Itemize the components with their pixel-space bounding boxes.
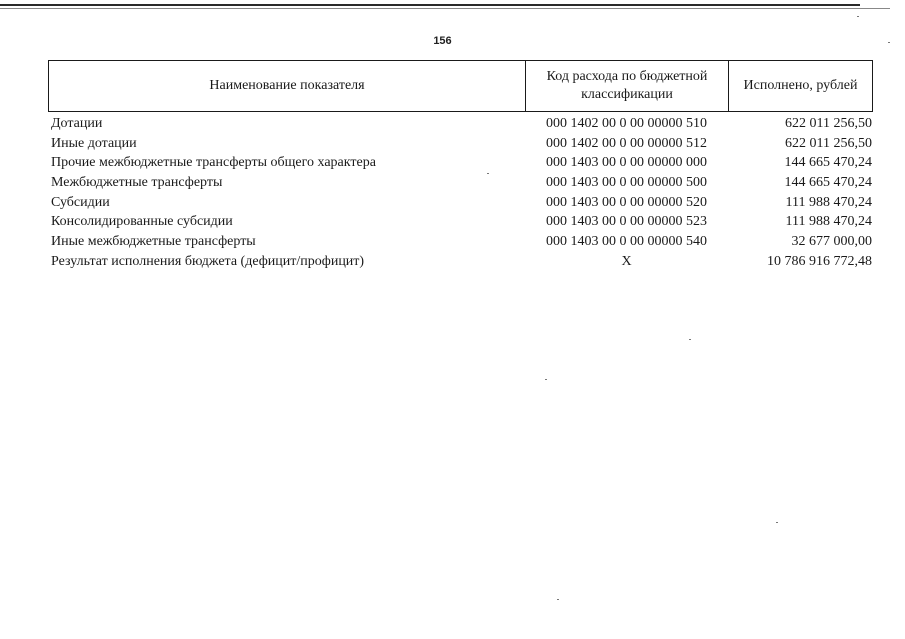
row-expense-code: 000 1402 00 0 00 00000 512 xyxy=(546,135,707,151)
table-row xyxy=(48,134,873,154)
row-indicator-name: Консолидированные субсидии xyxy=(51,214,233,230)
scan-speck xyxy=(487,173,489,174)
row-expense-code: 000 1402 00 0 00 00000 510 xyxy=(546,116,707,131)
page-number: 156 xyxy=(433,35,452,47)
table-row xyxy=(48,193,873,213)
table-row xyxy=(48,232,873,252)
row-expense-code: X xyxy=(621,253,632,269)
header-executed-amount: Исполнено, рублей xyxy=(743,78,858,93)
scan-speck xyxy=(557,599,559,600)
row-indicator-name: Иные дотации xyxy=(51,135,137,151)
header-indicator-name: Наименование показателя xyxy=(49,61,526,111)
table-row xyxy=(48,212,873,232)
row-executed-amount: 622 011 256,50 xyxy=(785,135,872,151)
row-indicator-name: Субсидии xyxy=(51,194,110,210)
row-indicator-name: Межбюджетные трансферты xyxy=(51,175,223,191)
table-header xyxy=(48,60,873,112)
scan-border-line-thin xyxy=(0,8,890,9)
scan-speck xyxy=(545,379,547,380)
scan-speck xyxy=(857,16,859,17)
table-row xyxy=(48,153,873,173)
scan-speck xyxy=(689,339,691,340)
row-executed-amount: 32 677 000,00 xyxy=(791,234,872,250)
table-row xyxy=(48,173,873,193)
table-row xyxy=(48,252,873,272)
header-expense-code: Код расхода по бюджетной классификации xyxy=(526,61,729,111)
row-indicator-name: Результат исполнения бюджета (дефицит/профицит) xyxy=(51,253,365,269)
row-executed-amount: 622 011 256,50 xyxy=(785,116,872,131)
row-executed-amount: 111 988 470,24 xyxy=(785,214,872,230)
row-executed-amount: 144 665 470,24 xyxy=(784,155,872,171)
row-executed-amount: 10 786 916 772,48 xyxy=(767,253,872,269)
row-indicator-name: Дотации xyxy=(51,116,103,131)
scan-speck xyxy=(776,522,778,523)
scan-border-line xyxy=(0,4,860,6)
row-indicator-name: Прочие межбюджетные трансферты общего характера xyxy=(51,155,376,171)
row-expense-code: 000 1403 00 0 00 00000 540 xyxy=(546,234,707,250)
row-expense-code: 000 1403 00 0 00 00000 500 xyxy=(546,175,707,191)
table-row xyxy=(48,114,873,134)
row-indicator-name: Иные межбюджетные трансферты xyxy=(51,234,256,250)
row-executed-amount: 111 988 470,24 xyxy=(785,194,872,210)
row-expense-code: 000 1403 00 0 00 00000 000 xyxy=(546,155,707,171)
row-expense-code: 000 1403 00 0 00 00000 523 xyxy=(546,214,707,230)
row-expense-code: 000 1403 00 0 00 00000 520 xyxy=(546,194,707,210)
row-executed-amount: 144 665 470,24 xyxy=(784,175,872,191)
scan-speck xyxy=(888,42,890,43)
table-body xyxy=(48,114,873,272)
